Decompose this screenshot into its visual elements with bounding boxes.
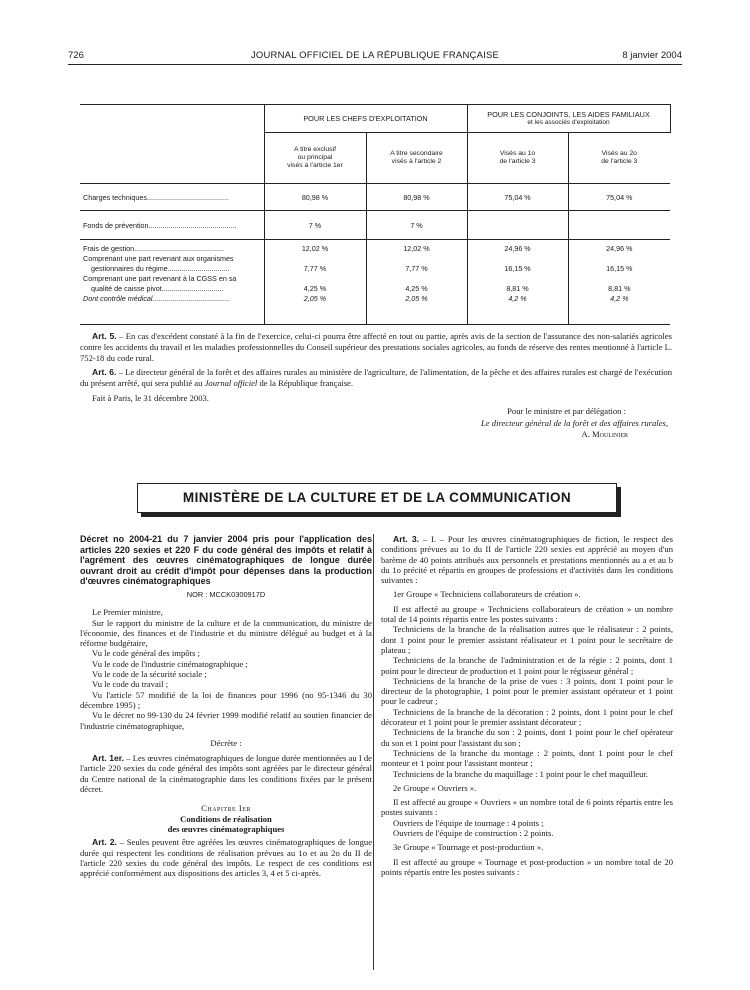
table-cell: 75,04 %	[467, 184, 568, 211]
cell-value: 7,77 %	[303, 264, 327, 273]
table-row	[80, 184, 670, 211]
nor-reference: NOR : MCCK0300917D	[186, 589, 266, 599]
table-cell	[467, 240, 568, 325]
row-label-line: Dont contrôle médical.......................................	[83, 294, 231, 303]
table-cell	[264, 240, 366, 325]
cell-value: 4,25 %	[303, 284, 327, 293]
decree-title: Décret no 2004-21 du 7 janvier 2004 pris pour l'application des articles 220 sexies et 220 F du code général des impôts et relatif à l'agrément des œuvres cinématographiques de longue durée ouvrant droit au crédit d'impôt pour dépenses dans la production d'œuvres cinématographiques	[80, 534, 372, 587]
right-paragraph: Il est affecté au groupe « Ouvriers » un nombre total de 6 points répartis entre les postes suivants :	[381, 797, 673, 818]
right-column	[381, 534, 673, 877]
right-paragraph: Il est affecté au groupe « Techniciens collaborateurs de création » un nombre total de 14 points répartis entre les postes suivants :	[381, 603, 673, 625]
sub-header-text: de l'article 3	[499, 158, 536, 165]
right-paragraph: Techniciens de la branche de la prise de vues : 3 points, dont 1 point pour le directeur de la photographie, 1 point pour le premier assistant opérateur et 1 point pour le cadreur ;	[381, 675, 673, 707]
cell-value: 2,05 %	[405, 294, 428, 303]
sub-header-art3-1	[467, 133, 568, 184]
fait-text: Fait à Paris, le 31 décembre 2003.	[92, 393, 209, 403]
preamble-line: Vu le code du travail ;	[92, 679, 169, 690]
right-paragraph: Techniciens de la branche du montage : 2 points, dont 1 point pour le chef monteur et 1 point pour l'assistant monteur ;	[381, 747, 673, 769]
row-label-text: Fonds de prévention	[83, 220, 149, 230]
sub-header-secondaire	[366, 133, 467, 184]
column-divider	[373, 534, 374, 970]
row-label-gestion	[80, 240, 264, 325]
article-1	[80, 753, 372, 794]
sub-header-text: A titre exclusif	[294, 146, 336, 153]
right-paragraph: 3e Groupe « Tournage et post-production ».	[393, 842, 544, 853]
sub-header-text: visés à l'article 1er	[287, 162, 343, 169]
sub-header-text: visés à l'article 2	[391, 158, 442, 165]
article-3-heading: Art. 3.	[393, 534, 420, 544]
issue-date: 8 janvier 2004	[622, 50, 682, 61]
cell-value: 16,15 %	[504, 264, 531, 273]
preamble-line: Sur le rapport du ministre de la culture et de la communication, du ministre de l'économie, des finances et de l'industrie et du ministre délégué au budget et à la réforme budgétaire,	[80, 617, 372, 649]
preamble-line: Vu le code de l'industrie cinématographique ;	[92, 658, 248, 669]
group-header-chefs: POUR LES CHEFS D'EXPLOITATION	[264, 105, 467, 133]
preamble-line: Vu l'article 57 modifié de la loi de finances pour 1996 (no 95-1346 du 30 décembre 1995) ;	[80, 689, 372, 710]
header-rule	[68, 64, 682, 65]
cell-value: 24,96 %	[504, 244, 531, 253]
article-2	[80, 837, 372, 878]
cell-value: 12,02 %	[403, 244, 430, 253]
sub-header-art3-2	[568, 133, 670, 184]
article-5-text: – En cas d'excédent constaté à la fin de l'exercice, celui-ci pourra être affecté en tout ou partie, après avis de la section de l'assurance des non-salariés agricoles contre les accidents du travail et les maladies professionnelles du Conseil supérieur des prestations sociales agricoles, au fonds de réserve des rentes mentionné à l'article L. 752-18 du code rural.	[80, 331, 672, 364]
article-2-text: – Seules peuvent être agréées les œuvres cinématographiques de longue durée qui respectent les conditions de réalisation prévues au 1o et au 2o du II de l'article 220 sexies du code général des impôts. Le respect de ces conditions est apprécié conformément aux dispositions des articles 3, 4 et 5 ci-après.	[80, 837, 373, 879]
right-paragraph: Ouvriers de l'équipe de construction : 2 points.	[393, 828, 554, 839]
preamble-line: Vu le décret no 99-130 du 24 février 1999 modifié relatif au soutien financier de l'industrie cinématographique,	[80, 710, 372, 731]
left-column	[80, 534, 372, 878]
article-6-text: – Le directeur général de la forêt et des affaires rurales au ministère de l'agriculture, de l'alimentation, de la pêche et des affaires rurales est chargé de l'exécution du présent arrêté, qui sera publié au	[80, 367, 673, 389]
row-label-line: gestionnaires du régime...............................	[91, 264, 230, 273]
row-label-line: qualité de caisse pivot...............................	[91, 284, 224, 293]
table-cell	[366, 240, 467, 325]
article-6-text-end: de la République française.	[259, 378, 354, 389]
cell-value: 7,77 %	[405, 264, 428, 273]
decrete: Décrète :	[210, 737, 242, 748]
right-paragraph: Techniciens de la branche de la décoration : 2 points, dont 1 point pour le chef décorateur et 1 point pour le premier assistant décorateur ;	[381, 706, 673, 728]
table-cell	[568, 211, 670, 240]
cell-value: 24,96 %	[606, 244, 633, 253]
table-group-header-row	[80, 105, 670, 133]
sub-header-text: A titre secondaire	[390, 150, 443, 157]
sub-header-text: Visés au 1o	[499, 150, 536, 157]
row-label-line: Comprenant une part revenant aux organismes	[83, 254, 234, 263]
sub-header-exclusif	[264, 133, 366, 184]
table-cell: 7 %	[264, 211, 366, 240]
article-5-heading: Art. 5.	[92, 331, 117, 341]
preamble-line: Vu le code de la sécurité sociale ;	[92, 669, 207, 680]
article-1-text: – Les œuvres cinématographiques de longue durée mentionnées au I de l'article 220 sexies du code général des impôts sont agréées par le directeur général du Centre national de la cinématographie dans les conditions fixées par le présent décret.	[80, 753, 372, 795]
group-header-conjoints-line2: et les associés d'exploitation	[527, 118, 610, 126]
sub-header-text: Visés au 2o	[601, 150, 637, 157]
right-paragraph: Techniciens de la branche de l'administration et de la régie : 2 points, dont 1 point pour le directeur de production et 1 point pour le régisseur général ;	[381, 655, 673, 676]
page-header	[68, 50, 682, 64]
right-paragraph: Il est affecté au groupe « Tournage et post-production » un nombre total de 20 points répartis entre les postes suivants :	[381, 856, 673, 877]
row-label-line: Frais de gestion.............................................	[83, 244, 225, 253]
page-number: 726	[68, 50, 84, 61]
signature-line-1: Pour le ministre et par délégation :	[507, 406, 626, 416]
article-5	[80, 331, 672, 365]
table-cell: 80,98 %	[264, 184, 366, 211]
article-6-journal: Journal officiel	[204, 378, 258, 389]
cell-value: 8,81 %	[506, 284, 529, 293]
journal-title: JOURNAL OFFICIEL DE LA RÉPUBLIQUE FRANÇAISE	[250, 50, 500, 61]
article-3	[381, 534, 673, 585]
signature-line-2: Le directeur général de la forêt et des affaires rurales,	[481, 417, 668, 428]
article-1-heading: Art. 1er.	[92, 753, 125, 764]
row-label-line: Comprenant une part revenant à la CGSS en sa	[83, 274, 237, 283]
table-cell	[568, 240, 670, 325]
row-label: Charges techniques.........................................	[80, 184, 264, 211]
right-paragraph: Techniciens de la branche de la réalisation autres que le réalisateur : 2 points, dont 1 point pour le premier assistant réalisateur et 1 point pour le secrétaire de plateau ;	[381, 624, 673, 655]
article-3-text: – I. – Pour les œuvres cinématographiques de fiction, le respect des conditions prévues au 1o du II de l'article 220 sexies est apprécié au moyen d'un barème de 40 points attribués aux personnels et prestations mentionnés au a et au b du 1o précité et répartis en groupes de professions et d'activités dans les conditions suivantes :	[381, 534, 673, 586]
article-2-heading: Art. 2.	[92, 837, 117, 848]
right-paragraph: Techniciens de la branche du son : 2 points, dont 1 point pour le chef opérateur du son et 1 point pour l'assistant du son ;	[381, 727, 673, 748]
chapter-title-1: Conditions de réalisation	[180, 813, 272, 824]
fait-a-paris	[80, 393, 672, 404]
row-label: Fonds de prévention............................................	[80, 211, 264, 240]
table-cell: 80,98 %	[366, 184, 467, 211]
contribution-table	[80, 104, 671, 325]
sub-header-text: de l'article 3	[601, 158, 638, 165]
table-cell: 75,04 %	[568, 184, 670, 211]
right-paragraph: 1er Groupe « Techniciens collaborateurs de création ».	[393, 589, 581, 600]
signature-block	[481, 406, 668, 441]
cell-value: 4,2 %	[610, 294, 629, 303]
ministry-banner: MINISTÈRE DE LA CULTURE ET DE LA COMMUNICATION	[137, 483, 617, 513]
table-row	[80, 240, 670, 325]
group-header-conjoints	[467, 105, 670, 133]
cell-value: 2,05 %	[303, 294, 327, 303]
right-paragraph: Techniciens de la branche du maquillage : 1 point pour le chef maquilleur.	[393, 768, 648, 779]
cell-value: 12,02 %	[301, 244, 329, 253]
table-cell: 7 %	[366, 211, 467, 240]
cell-value: 4,2 %	[508, 294, 527, 303]
article-6-heading: Art. 6.	[92, 367, 117, 377]
row-label-text: Charges techniques	[83, 192, 147, 202]
cell-value: 16,15 %	[606, 264, 633, 273]
table-corner-cell	[80, 105, 264, 184]
right-paragraph: Ouvriers de l'équipe de tournage : 4 points ;	[393, 817, 544, 828]
cell-value: 4,25 %	[405, 284, 428, 293]
right-paragraph: 2e Groupe « Ouvriers ».	[393, 782, 477, 793]
preamble-line: Le Premier ministre,	[92, 607, 163, 618]
signature-name: A. Moulinier	[581, 429, 628, 439]
table-cell	[467, 211, 568, 240]
chapter-title-2: des œuvres cinématographiques	[167, 823, 285, 834]
chapter-heading: Chapitre Ier	[201, 803, 251, 814]
sub-header-text: ou principal	[297, 154, 333, 161]
preamble-line: Vu le code général des impôts ;	[92, 648, 200, 659]
table-row	[80, 211, 670, 240]
group-header-conjoints-line1: POUR LES CONJOINTS, LES AIDES FAMILIAUX	[487, 109, 650, 119]
article-6	[80, 367, 672, 389]
cell-value: 8,81 %	[608, 284, 631, 293]
